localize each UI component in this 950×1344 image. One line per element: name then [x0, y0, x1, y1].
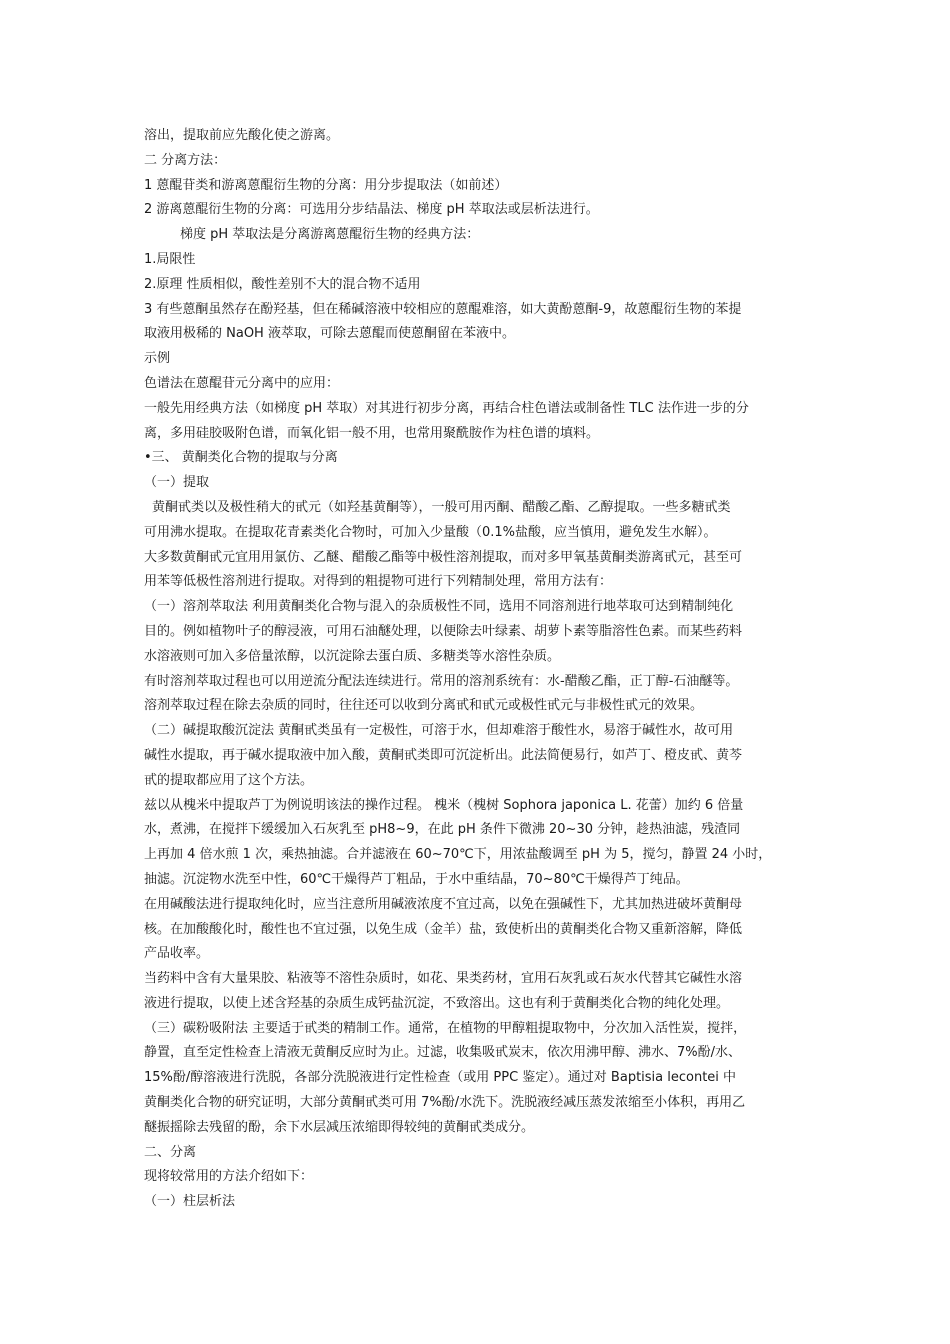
section-heading: 二、分离	[144, 1144, 197, 1160]
text-line: 核。在加酸酸化时，酸性也不宜过强，以免生成（金羊）盐，致使析出的黄酮类化合物又重新溶解，降低	[144, 921, 743, 937]
text-line: 碱性水提取，再于碱水提取液中加入酸，黄酮甙类即可沉淀析出。此法简便易行，如芦丁、橙皮甙、黄芩	[144, 747, 743, 763]
text-line: 用苯等低极性溶剂进行提取。对得到的粗提物可进行下列精制处理，常用方法有：	[144, 574, 613, 590]
text-line: 兹以从槐米中提取芦丁为例说明该法的操作过程。 槐米（槐树 Sophora japonica L. 花蕾）加约 6 倍量	[144, 797, 744, 813]
text-line: 液进行提取，以使上述含羟基的杂质生成钙盐沉淀，不致溶出。这也有利于黄酮类化合物的纯化处理。	[144, 995, 730, 1011]
section-heading: 二 分离方法：	[144, 152, 227, 168]
text-line: 醚振摇除去残留的酚，余下水层减压浓缩即得较纯的黄酮甙类成分。	[144, 1119, 535, 1135]
text-line: 静置，直至定性检查上清液无黄酮反应时为止。过滤，收集吸甙炭末，依次用沸甲醇、沸水、7%酚/水、	[144, 1045, 742, 1061]
text-line: 1.局限性	[144, 251, 196, 267]
text-line: 2.原理 性质相似，酸性差别不大的混合物不适用	[144, 276, 421, 292]
text-line: 在用碱酸法进行提取纯化时，应当注意所用碱液浓度不宜过高，以免在强碱性下，尤其加热进破坏黄酮母	[144, 896, 743, 912]
text-line: 当药料中含有大量果胶、粘液等不溶性杂质时，如花、果类药材，宜用石灰乳或石灰水代替其它碱性水溶	[144, 971, 743, 987]
text-line: 黄酮甙类以及极性稍大的甙元（如羟基黄酮等），一般可用丙酮、醋酸乙酯、乙醇提取。一些多糖甙类	[152, 499, 731, 515]
text-line: 示例	[144, 351, 171, 367]
text-line: （三）碳粉吸附法 主要适于甙类的精制工作。通常，在植物的甲醇粗提取物中，分次加入活性炭，搅拌，	[144, 1020, 747, 1036]
text-line: 大多数黄酮甙元宜用用氯仿、乙醚、醋酸乙酯等中极性溶剂提取，而对多甲氧基黄酮类游离甙元，甚至可	[144, 549, 743, 565]
text-line: 溶出，提取前应先酸化使之游离。	[144, 128, 340, 143]
text-line: 水，煮沸，在搅拌下缓缓加入石灰乳至 pH8~9，在此 pH 条件下微沸 20~30 分钟，趁热油滤，残渣同	[144, 822, 741, 838]
text-line: 一般先用经典方法（如梯度 pH 萃取）对其进行初步分离，再结合柱色谱法或制备性 TLC 法作进一步的分	[144, 400, 749, 416]
text-line: 有时溶剂萃取过程也可以用逆流分配法连续进行。常用的溶剂系统有：水-醋酸乙酯，正丁醇-石油醚等。	[144, 673, 739, 689]
document-page	[144, 124, 812, 1215]
subsection-heading: （一）柱层析法	[144, 1194, 236, 1210]
text-line: 15%酚/醇溶液进行洗脱，各部分洗脱液进行定性检查（或用 PPC 鉴定）。通过对 Baptisia lecontei 中	[144, 1070, 737, 1086]
text-line: 抽滤。沉淀物水洗至中性，60℃干燥得芦丁粗品，于水中重结晶，70~80℃干燥得芦丁纯品。	[144, 871, 689, 887]
text-line: 现将较常用的方法介绍如下：	[144, 1169, 314, 1185]
text-line: 可用沸水提取。在提取花青素类化合物时，可加入少量酸（0.1%盐酸，应当慎用，避免发生水解）。	[144, 524, 717, 540]
text-line: 梯度 pH 萃取法是分离游离蒽醌衍生物的经典方法：	[180, 227, 480, 243]
text-line: 取液用极稀的 NaOH 液萃取，可除去蒽醌而使蒽酮留在苯液中。	[144, 326, 515, 342]
text-line: （二）碱提取酸沉淀法 黄酮甙类虽有一定极性，可溶于水，但却难溶于酸性水，易溶于碱性水，故可用	[144, 723, 734, 739]
text-line: （一）溶剂萃取法 利用黄酮类化合物与混入的杂质极性不同，选用不同溶剂进行地萃取可达到精制纯化	[144, 599, 734, 615]
section-heading: •三、 黄酮类化合物的提取与分离	[144, 450, 338, 466]
text-line: 产品收率。	[144, 946, 210, 962]
text-line: 水溶液则可加入多倍量浓醇，以沉淀除去蛋白质、多糖类等水溶性杂质。	[144, 648, 561, 664]
subsection-heading: （一）提取	[144, 475, 210, 491]
text-line: 1 蒽醌苷类和游离蒽醌衍生物的分离：用分步提取法（如前述）	[144, 177, 508, 193]
text-line: 目的。例如植物叶子的醇浸液，可用石油醚处理，以便除去叶绿素、胡萝卜素等脂溶性色素。而某些药料	[144, 623, 743, 639]
text-line: 色谱法在蒽醌苷元分离中的应用：	[144, 375, 340, 391]
text-line: 3 有些蒽酮虽然存在酚羟基，但在稀碱溶液中较相应的蒽醌难溶，如大黄酚蒽酮-9，故蒽醌衍生物的苯提	[144, 301, 742, 317]
text-line: 2 游离蒽醌衍生物的分离：可选用分步结晶法、梯度 pH 萃取法或层析法进行。	[144, 202, 599, 218]
text-line: 溶剂萃取过程在除去杂质的同时，往往还可以收到分离甙和甙元或极性甙元与非极性甙元的效果。	[144, 698, 704, 714]
text-line: 离，多用硅胶吸附色谱，而氧化铝一般不用，也常用聚酰胺作为柱色谱的填料。	[144, 425, 600, 441]
text-line: 黄酮类化合物的研究证明，大部分黄酮甙类可用 7%酚/水洗下。洗脱液经减压蒸发浓缩至小体积，再用乙	[144, 1095, 746, 1111]
text-line: 上再加 4 倍水煎 1 次，乘热抽滤。合并滤液在 60~70℃下，用浓盐酸调至 pH 为 5，搅匀，静置 24 小时，	[144, 847, 772, 863]
text-line: 甙的提取都应用了这个方法。	[144, 772, 314, 788]
